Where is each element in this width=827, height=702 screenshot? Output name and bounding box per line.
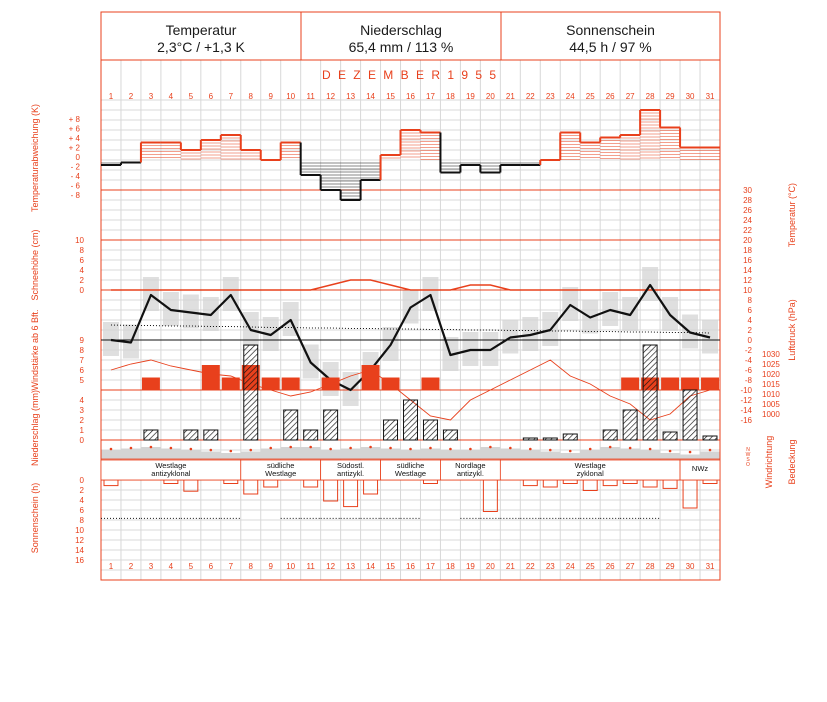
day-label-top: 4 — [168, 92, 174, 101]
wind-tick: 6 — [79, 366, 84, 375]
temperature-range-band — [103, 322, 119, 356]
weather-type-label: antizykl. — [337, 469, 365, 478]
cloud-cover-dot — [709, 449, 712, 452]
precip-tick: 4 — [79, 396, 84, 405]
day-label-bottom: 9 — [268, 562, 273, 571]
sunshine-tick: 0 — [79, 476, 84, 485]
wind-force-bar — [681, 378, 699, 391]
cloud-cover-dot — [130, 447, 133, 450]
sunshine-tick: 14 — [75, 546, 84, 555]
temperature-tick: 18 — [743, 246, 752, 255]
day-label-bottom: 11 — [306, 562, 315, 571]
cloud-cover-dot — [110, 448, 113, 451]
cloud-band — [181, 450, 201, 459]
cloud-cover-dot — [349, 447, 352, 450]
cloud-cover-dot — [249, 449, 252, 452]
temperature-tick: 14 — [743, 266, 752, 275]
left-axis-label: Temperaturabweichung (K) — [30, 103, 40, 213]
day-label-top: 14 — [366, 92, 376, 101]
left-axis-label: Windstärke ab 6 Bft. — [30, 309, 40, 391]
precipitation-bar — [563, 434, 577, 440]
temperature-tick: -12 — [740, 396, 752, 405]
precipitation-bar — [543, 438, 557, 440]
cloud-cover-dot — [669, 450, 672, 453]
cloud-cover-dot — [269, 447, 272, 450]
temperature-tick: 6 — [747, 306, 752, 315]
precipitation-bar — [643, 345, 657, 440]
temperature-tick: -14 — [740, 406, 752, 415]
weather-type-label: südliche — [266, 461, 295, 470]
cloud-band — [341, 449, 361, 460]
wind-tick: 7 — [79, 356, 84, 365]
day-label-top: 29 — [665, 92, 675, 101]
pressure-tick: 1015 — [762, 380, 780, 389]
day-label-bottom: 23 — [545, 562, 555, 571]
weather-type-label: südliche — [396, 461, 425, 470]
day-label-top: 13 — [346, 92, 356, 101]
cloud-cover-dot — [689, 451, 692, 454]
precipitation-bar — [284, 410, 298, 440]
cloud-cover-dot — [589, 448, 592, 451]
month-title: D E Z E M B E R 1 9 5 5 — [321, 68, 499, 82]
pressure-tick: 1030 — [762, 350, 780, 359]
pressure-tick: 1010 — [762, 390, 780, 399]
precipitation-bar — [603, 430, 617, 440]
weather-type-label: Westlage — [394, 469, 427, 478]
day-label-bottom: 17 — [426, 562, 435, 571]
day-label-top: 20 — [485, 92, 495, 101]
day-label-bottom: 25 — [585, 562, 595, 571]
cloud-cover-dot — [569, 450, 572, 453]
precipitation-bar — [623, 410, 637, 440]
day-label-top: 6 — [208, 92, 214, 101]
day-label-top: 7 — [228, 92, 234, 101]
wind-force-bar — [202, 365, 220, 390]
cloud-cover-dot — [289, 446, 292, 449]
left-axis-label: Schneehöhe (cm) — [30, 229, 40, 301]
day-label-top: 16 — [406, 92, 415, 101]
day-label-top: 19 — [465, 92, 475, 101]
sunshine-bar — [224, 480, 238, 484]
weather-type-label: Westlage — [155, 461, 187, 470]
cloud-band — [620, 449, 640, 460]
cloud-band — [640, 450, 660, 459]
temperature-tick: 20 — [743, 236, 752, 245]
day-label-top: 21 — [505, 92, 515, 101]
sunshine-bar — [264, 480, 278, 487]
sunshine-bar — [703, 480, 717, 484]
header-temperature-title: Temperatur — [165, 22, 237, 38]
day-label-top: 15 — [386, 92, 395, 101]
weather-type-label: NWz — [691, 464, 709, 473]
cloud-band — [500, 449, 520, 460]
cloud-band — [301, 447, 321, 459]
day-label-bottom: 29 — [665, 562, 675, 571]
wind-force-bar — [222, 378, 240, 391]
day-label-top: 28 — [645, 92, 655, 101]
precipitation-bar — [423, 420, 437, 440]
day-label-bottom: 26 — [605, 562, 615, 571]
day-label-bottom: 1 — [108, 562, 114, 571]
wind-tick: 8 — [79, 346, 84, 355]
wind-direction-tick: W — [745, 452, 751, 458]
weather-type-label: Westlage — [574, 461, 606, 470]
cloud-cover-dot — [549, 449, 552, 452]
wind-force-bar — [621, 378, 639, 391]
sunshine-bar — [543, 480, 557, 487]
snow-tick: 10 — [75, 236, 84, 245]
temperature-tick: 24 — [743, 216, 752, 225]
day-label-top: 24 — [565, 92, 575, 101]
sunshine-bar — [663, 480, 677, 488]
sunshine-bar — [623, 480, 637, 484]
day-label-top: 11 — [306, 92, 315, 101]
weather-type-label: antizykl. — [456, 469, 484, 478]
day-label-top: 18 — [445, 92, 455, 101]
right-axis-label: Bedeckung — [787, 439, 797, 485]
cloud-cover-dot — [389, 447, 392, 450]
cloud-band — [241, 452, 261, 460]
temp-anomaly-tick: 0 — [75, 153, 80, 162]
sunshine-bar — [523, 480, 537, 486]
cloud-band — [221, 453, 241, 459]
sunshine-bar — [683, 480, 697, 508]
temperature-tick: 30 — [743, 186, 752, 195]
temperature-tick: 4 — [747, 316, 752, 325]
temp-anomaly-tick: + 6 — [68, 124, 80, 134]
precipitation-bar — [384, 420, 398, 440]
temperature-tick: -6 — [744, 366, 752, 375]
sunshine-tick: 16 — [75, 556, 84, 565]
temperature-tick: -4 — [744, 356, 752, 365]
cloud-band — [440, 450, 460, 459]
temperature-tick: 0 — [747, 336, 752, 345]
day-label-top: 10 — [286, 92, 296, 101]
temp-anomaly-tick: - 6 — [70, 181, 80, 191]
snow-tick: 6 — [79, 256, 84, 265]
cloud-cover-dot — [329, 448, 332, 451]
cloud-band — [600, 447, 620, 459]
cloud-band — [680, 455, 700, 460]
day-label-bottom: 22 — [525, 562, 535, 571]
snow-tick: 2 — [79, 276, 84, 285]
sunshine-tick: 2 — [79, 486, 84, 495]
cloud-band — [660, 453, 680, 459]
cloud-band — [420, 449, 440, 460]
day-label-top: 12 — [326, 92, 336, 101]
cloud-band — [121, 449, 141, 460]
sunshine-bar — [483, 480, 497, 512]
snow-tick: 0 — [79, 286, 84, 295]
day-label-bottom: 21 — [505, 562, 515, 571]
header-sunshine-title: Sonnenschein — [566, 22, 655, 38]
day-label-top: 5 — [188, 92, 194, 101]
precipitation-bar — [204, 430, 218, 440]
temperature-tick: -10 — [740, 386, 752, 395]
day-label-top: 9 — [268, 92, 273, 101]
day-label-bottom: 31 — [705, 562, 715, 571]
cloud-band — [321, 450, 341, 459]
day-label-bottom: 7 — [228, 562, 234, 571]
sunshine-bar — [563, 480, 577, 484]
temperature-tick: 26 — [743, 206, 752, 215]
day-label-bottom: 8 — [248, 562, 253, 571]
day-label-bottom: 24 — [565, 562, 575, 571]
day-label-bottom: 4 — [168, 562, 174, 571]
day-label-top: 23 — [545, 92, 555, 101]
day-label-bottom: 2 — [128, 562, 134, 571]
precipitation-bar — [703, 436, 717, 440]
pressure-tick: 1000 — [762, 410, 780, 419]
precipitation-bar — [304, 430, 318, 440]
cloud-band — [161, 449, 181, 460]
header-temperature-value: 2,3°C / +1,3 K — [157, 39, 245, 55]
wind-force-bar — [701, 378, 719, 391]
cloud-band — [281, 447, 301, 459]
temp-anomaly-tick: - 8 — [70, 191, 80, 200]
right-axis-label: Luftdruck (hPa) — [787, 299, 797, 361]
left-axis-label: Sonnenschein (h) — [30, 482, 40, 554]
sunshine-tick: 10 — [75, 526, 84, 535]
day-label-bottom: 15 — [386, 562, 395, 571]
precip-tick: 3 — [79, 406, 84, 415]
cloud-cover-dot — [489, 446, 492, 449]
day-label-top: 30 — [685, 92, 695, 101]
precipitation-bar — [683, 390, 697, 440]
weather-type-label: antizyklonal — [151, 469, 191, 478]
temp-anomaly-tick: - 2 — [70, 162, 80, 172]
temperature-tick: -16 — [740, 416, 752, 425]
day-label-bottom: 6 — [208, 562, 214, 571]
day-label-top: 2 — [128, 92, 134, 101]
cloud-cover-dot — [210, 449, 213, 452]
day-label-bottom: 28 — [645, 562, 655, 571]
wind-tick: 9 — [79, 336, 84, 345]
temp-anomaly-tick: + 2 — [68, 143, 80, 153]
precipitation-bar — [144, 430, 158, 440]
day-label-bottom: 30 — [685, 562, 695, 571]
sunshine-tick: 6 — [79, 506, 84, 515]
day-label-bottom: 13 — [346, 562, 356, 571]
temperature-tick: -8 — [744, 376, 752, 385]
weather-type-label: zyklonal — [576, 469, 604, 478]
wind-force-bar — [661, 378, 679, 391]
temp-anomaly-tick: + 4 — [68, 134, 80, 143]
right-axis-label: Temperatur (°C) — [787, 182, 797, 248]
day-label-top: 22 — [525, 92, 535, 101]
temperature-tick: 22 — [743, 226, 752, 235]
cloud-cover-dot — [509, 447, 512, 450]
cloud-cover-dot — [309, 446, 312, 449]
cloud-cover-dot — [190, 448, 193, 451]
day-label-bottom: 27 — [625, 562, 635, 571]
header-sunshine-value: 44,5 h / 97 % — [569, 39, 652, 55]
temperature-tick: 16 — [743, 256, 752, 265]
sunshine-bar — [364, 480, 378, 494]
sunshine-bar — [344, 480, 358, 507]
cloud-band — [141, 447, 161, 459]
pressure-tick: 1020 — [762, 370, 780, 379]
wind-force-bar — [142, 378, 160, 391]
sunshine-tick: 4 — [79, 496, 84, 505]
weather-type-label: Südostl. — [337, 461, 365, 470]
sunshine-bar — [304, 480, 318, 487]
wind-force-bar — [282, 378, 300, 391]
sunshine-bar — [643, 480, 657, 487]
sunshine-bar — [603, 480, 617, 486]
temperature-tick: 8 — [747, 296, 752, 305]
precipitation-bar — [663, 432, 677, 440]
pressure-tick: 1005 — [762, 400, 780, 409]
cloud-cover-dot — [629, 447, 632, 450]
day-label-bottom: 19 — [465, 562, 475, 571]
cloud-cover-dot — [429, 447, 432, 450]
wind-direction-tick: S — [746, 457, 750, 463]
cloud-cover-dot — [649, 448, 652, 451]
cloud-cover-dot — [609, 446, 612, 449]
day-label-top: 1 — [108, 92, 114, 101]
cloud-band — [520, 450, 540, 459]
cloud-cover-dot — [409, 448, 412, 451]
day-label-top: 26 — [605, 92, 615, 101]
header-precipitation-title: Niederschlag — [360, 22, 442, 38]
temperature-tick: 28 — [743, 196, 752, 205]
day-label-bottom: 14 — [366, 562, 376, 571]
cloud-cover-dot — [369, 446, 372, 449]
cloud-cover-dot — [170, 447, 173, 450]
precipitation-bar — [443, 430, 457, 440]
precipitation-bar — [523, 438, 537, 440]
cloud-cover-dot — [229, 450, 232, 453]
sunshine-bar — [164, 480, 178, 484]
cloud-cover-dot — [469, 448, 472, 451]
cloud-band — [700, 452, 720, 460]
weather-type-label: Nordlage — [455, 461, 486, 470]
cloud-band — [480, 447, 500, 459]
wind-tick: 5 — [79, 376, 84, 385]
day-label-bottom: 5 — [188, 562, 194, 571]
snow-tick: 4 — [79, 266, 84, 275]
precipitation-bar — [324, 410, 338, 440]
precipitation-bar — [244, 345, 258, 440]
precip-tick: 2 — [79, 416, 84, 425]
wind-force-bar — [421, 378, 439, 391]
cloud-band — [580, 450, 600, 459]
day-label-top: 8 — [248, 92, 253, 101]
day-label-bottom: 10 — [286, 562, 296, 571]
cloud-band — [401, 450, 421, 459]
cloud-band — [261, 449, 281, 460]
cloud-cover-dot — [529, 448, 532, 451]
left-axis-label: Niederschlag (mm) — [30, 389, 40, 467]
temperature-tick: 10 — [743, 286, 752, 295]
temperature-tick: 12 — [743, 276, 752, 285]
right-axis-label: Windrichtung — [764, 435, 774, 489]
day-label-top: 3 — [148, 92, 154, 101]
day-label-top: 27 — [625, 92, 635, 101]
wind-direction-tick: O — [746, 462, 750, 468]
temp-anomaly-tick: + 8 — [68, 115, 80, 124]
cloud-cover-dot — [150, 446, 153, 449]
cloud-band — [361, 447, 381, 459]
temp-anomaly-tick: - 4 — [70, 172, 80, 181]
day-label-top: 25 — [585, 92, 595, 101]
cloud-band — [460, 450, 480, 459]
temperature-tick: -2 — [744, 346, 752, 355]
header-precipitation-value: 65,4 mm / 113 % — [348, 39, 454, 55]
day-label-top: 31 — [705, 92, 715, 101]
cloud-band — [540, 452, 560, 460]
snow-tick: 8 — [79, 246, 84, 255]
sunshine-bar — [244, 480, 258, 494]
cloud-band — [381, 449, 401, 460]
day-label-top: 17 — [426, 92, 435, 101]
precipitation-bar — [404, 400, 418, 440]
cloud-band — [201, 452, 221, 460]
day-label-bottom: 18 — [445, 562, 455, 571]
precipitation-bar — [184, 430, 198, 440]
wind-force-bar — [362, 365, 380, 390]
weather-type-label: Westlage — [265, 469, 297, 478]
day-label-bottom: 3 — [148, 562, 154, 571]
sunshine-tick: 8 — [79, 516, 84, 525]
pressure-tick: 1025 — [762, 360, 780, 369]
cloud-band — [560, 453, 580, 459]
precip-tick: 0 — [79, 436, 84, 445]
temperature-tick: 2 — [747, 326, 752, 335]
sunshine-tick: 12 — [75, 536, 84, 545]
cloud-band — [101, 450, 121, 459]
day-label-bottom: 16 — [406, 562, 415, 571]
wind-direction-tick: N — [746, 447, 750, 453]
day-label-bottom: 20 — [485, 562, 495, 571]
sunshine-bar — [104, 480, 118, 486]
sunshine-bar — [423, 480, 437, 484]
day-label-bottom: 12 — [326, 562, 336, 571]
sunshine-bar — [583, 480, 597, 491]
cloud-cover-dot — [449, 448, 452, 451]
precip-tick: 1 — [79, 426, 84, 435]
